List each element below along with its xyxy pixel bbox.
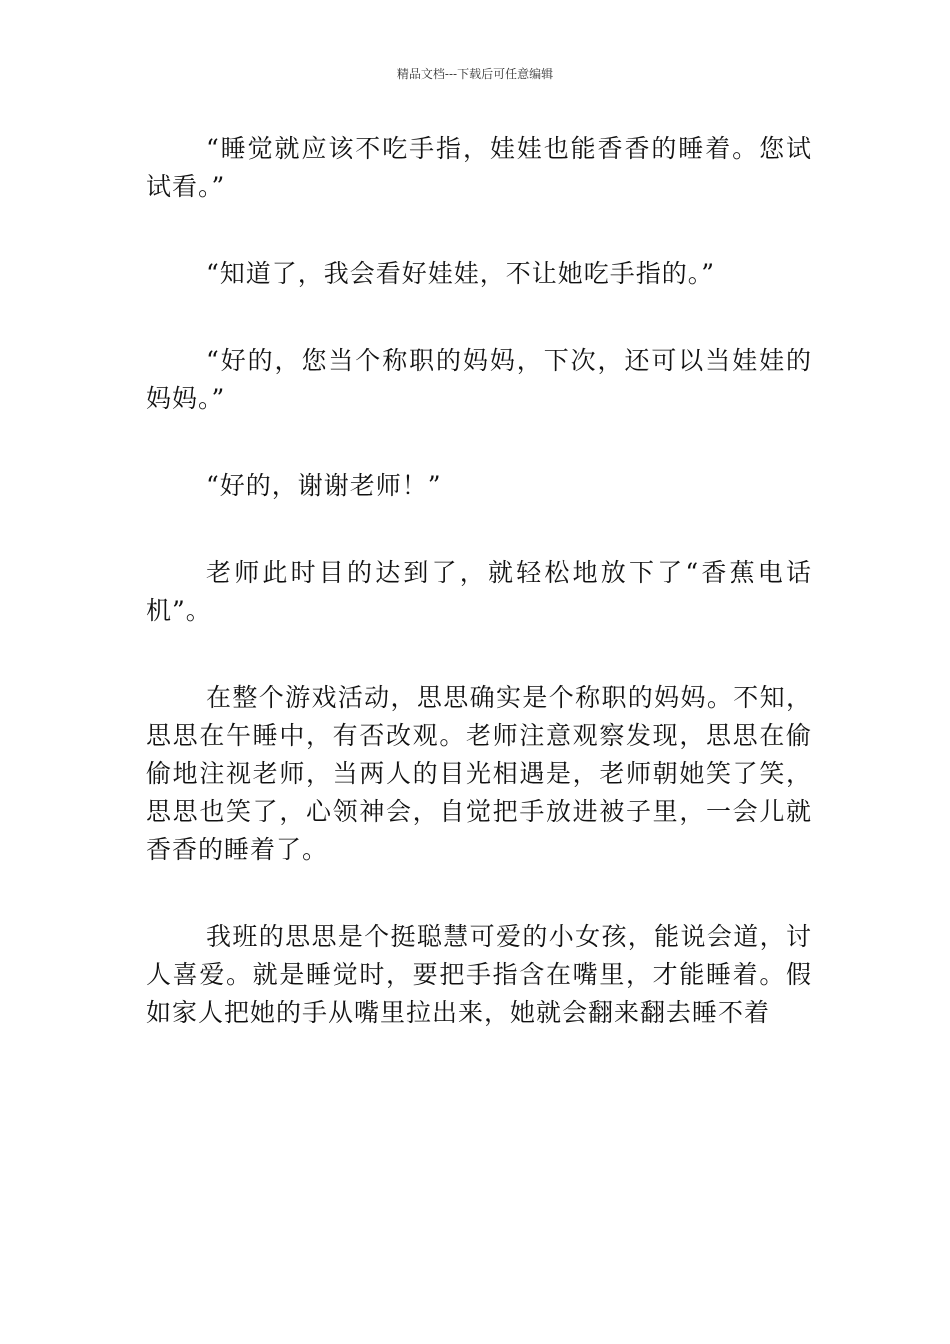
paragraph: 在整个游戏活动，思思确实是个称职的妈妈。不知，思思在午睡中，有否改观。老师注意观察发现，思思在偷偷地注视老师，当两人的目光相遇是，老师朝她笑了笑，思思也笑了，心领神会，自觉把手放进被子里，一会儿就香香的睡着了。 — [146, 683, 812, 864]
paragraph: 我班的思思是个挺聪慧可爱的小女孩，能说会道，讨人喜爱。就是睡觉时，要把手指含在嘴里，才能睡着。假如家人把她的手从嘴里拉出来，她就会翻来翻去睡不着 — [146, 922, 812, 1027]
paragraph: “好的，您当个称职的妈妈，下次，还可以当娃娃的妈妈。” — [146, 346, 812, 413]
paragraph: 老师此时目的达到了，就轻松地放下了“香蕉电话机”。 — [146, 558, 812, 625]
paragraph: “知道了，我会看好娃娃，不让她吃手指的。” — [206, 259, 716, 288]
paragraph: “好的，谢谢老师！” — [206, 471, 442, 500]
page-header: 精品文档---下载后可任意编辑 — [396, 67, 554, 81]
paragraph: “睡觉就应该不吃手指，娃娃也能香香的睡着。您试试看。” — [146, 134, 812, 201]
document-body — [146, 130, 812, 1076]
